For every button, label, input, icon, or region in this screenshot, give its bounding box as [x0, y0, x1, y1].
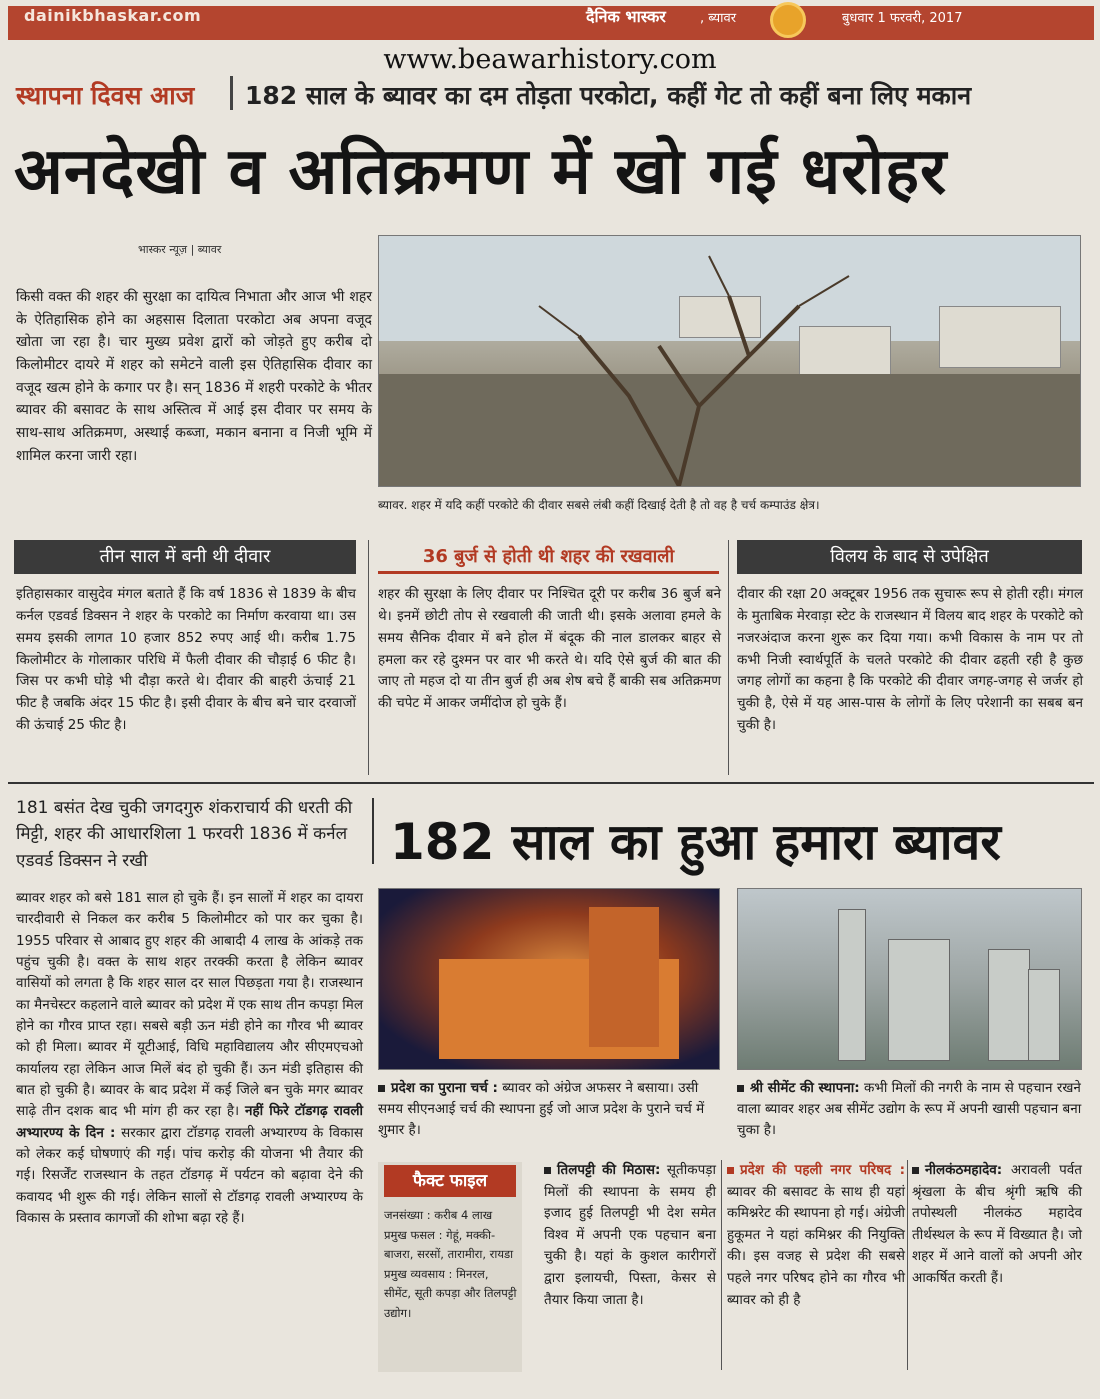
- church-photo: [378, 888, 720, 1070]
- anniversary-story: [16, 888, 363, 1229]
- fact-file-body: [384, 1206, 518, 1323]
- bullet-icon: [912, 1167, 919, 1174]
- fact-label: नीलकंठमहादेव:: [925, 1162, 1003, 1178]
- fact-neelkanth: [912, 1160, 1082, 1290]
- church-caption-text: ब्यावर को अंग्रेज अफसर ने बसाया। उसी समय सीएनआई चर्च की स्थापना हुई जो आज प्रदेश के पुराने चर्च में शुमार है।: [378, 1080, 705, 1138]
- story-sub-label: नहीं फिरे टॉडगढ़ रावली अभ्यारण्य के दिन :: [16, 1103, 363, 1141]
- church-caption: [378, 1078, 721, 1141]
- kicker-label: स्थापना दिवस आज: [16, 81, 195, 110]
- fact-file-line: प्रमुख फसल : गेहूं, मक्की-बाजरा, सरसों, तारामीरा, रायडा: [384, 1227, 514, 1262]
- kicker-separator: [230, 76, 233, 110]
- fact-label: प्रदेश की पहली नगर परिषद :: [740, 1162, 905, 1178]
- fact-file-title: फैक्ट फाइल: [384, 1165, 516, 1197]
- section-heading-wall: तीन साल में बनी थी दीवार: [14, 540, 356, 574]
- section-heading-bastions: 36 बुर्ज से होती थी शहर की रखवाली: [378, 540, 719, 574]
- fact-file-line: जनसंख्या : करीब 4 लाख: [384, 1208, 493, 1222]
- fact-text: ब्यावर की बसावट के साथ ही यहां कमिश्नरेट की स्थापना हो गई। अंग्रेजी हुकूमत ने यहां कमिश्नर की नियुक्ति की। इस वजह से प्रदेश की सबसे पहले नगर परिषद होने का गौरव भी ब्यावर को ही है: [727, 1183, 905, 1308]
- fact-first-council: [727, 1160, 905, 1311]
- cement-plant-photo: [737, 888, 1082, 1070]
- masthead-city: , ब्यावर: [700, 11, 737, 26]
- column-divider: [907, 1160, 908, 1370]
- bullet-icon: [737, 1085, 744, 1092]
- sun-logo-icon: [770, 2, 806, 38]
- masthead-date: बुधवार 1 फरवरी, 2017: [842, 11, 963, 26]
- bullet-icon: [378, 1085, 385, 1092]
- column-divider: [721, 1160, 722, 1370]
- fact-text: सूतीकपड़ा मिलों की स्थापना के समय ही इजाद हुई तिलपट्टी भी देश समेत विश्व में अपनी एक पहचान बना चुकी है। यहां के कुशल कारीगरों द्वारा इलायची, पिस्ता, केसर से तैयार किया जाता है।: [544, 1162, 716, 1308]
- bullet-icon: [727, 1167, 734, 1174]
- kicker-text: 182 साल के ब्यावर का दम तोड़ता परकोटा, कहीं गेट तो कहीं बना लिए मकान: [245, 81, 972, 110]
- city-wall-photo: [378, 235, 1081, 487]
- byline: भास्कर न्यूज़ | ब्यावर: [138, 243, 222, 256]
- deck-divider: [372, 798, 374, 864]
- masthead-site: dainikbhaskar.com: [24, 6, 202, 25]
- intro-paragraph: किसी वक्त की शहर की सुरक्षा का दायित्व निभाता और आज भी शहर के ऐतिहासिक होने का अहसास दिलाता परकोटा अब अपना वजूद खोता जा रहा है। चार मुख्य प्रवेश द्वारों को जोड़ते हुए करीब दो किलोमीटर दायरे में शहर को समेटने वाली इस ऐतिहासिक दीवार का वजूद खत्म होने के कगार पर है। सन् 1836 में शहरी परकोटे के भीतर ब्यावर की बसावट के साथ अस्तित्व में आई इस दीवार पर समय के साथ-साथ अतिक्रमण, अस्थाई कब्जा, मकान बनाना व निजी भूमि में शामिल करना जारी रहा।: [16, 289, 372, 464]
- cement-caption: [737, 1078, 1083, 1141]
- column-divider: [368, 540, 369, 775]
- main-headline: अनदेखी व अतिक्रमण में खो गई धरोहर: [14, 135, 948, 209]
- sub-deck: 181 बसंत देख चुकी जगदगुरु शंकराचार्य की धरती की मिट्टी, शहर की आधारशिला 1 फरवरी 1836 में कर्नल एडवर्ड डिक्सन ने रखी: [16, 798, 353, 871]
- cement-caption-label: श्री सीमेंट की स्थापना:: [750, 1080, 860, 1096]
- wall-photo-caption: ब्यावर. शहर में यदि कहीं परकोटे की दीवार सबसे लंबी कहीं दिखाई देती है तो वह है चर्च कम्पाउंड क्षेत्र।: [378, 498, 820, 512]
- section-heading-merger: विलय के बाद से उपेक्षित: [737, 540, 1082, 574]
- fact-til-patti: [544, 1160, 716, 1311]
- bullet-icon: [544, 1167, 551, 1174]
- fact-file-line: प्रमुख व्यवसाय : मिनरल, सीमेंट, सूती कपड़ा और तिलपट्टी उद्योग।: [384, 1266, 517, 1320]
- section-body-merger: दीवार की रक्षा 20 अक्टूबर 1956 तक सुचारू रूप से होती रही। मंगल के मुताबिक मेरवाड़ा स्टेट के राजस्थान में विलय बाद शहर के परकोटे को नजरअंदाज करना शुरू कर दिया गया। कभी विकास के नाम पर तो कभी निजी स्वार्थपूर्ति के चलते परकोटे की दीवार ढहती रही है कुछ जगह लोगों का कहना है कि परकोटे की दीवार जगह-जगह से जर्जर हो चुकी है, ऐसे में यह आस-पास के लोगों के लिए परेशानी का सबब बन चुकी है।: [737, 586, 1083, 734]
- masthead-paper-name: दैनिक भास्कर: [586, 7, 666, 26]
- fact-text: अरावली पर्वत श्रृंखला के बीच श्रृंगी ऋषि की तपोस्थली नीलकंठ महादेव तीर्थस्थल के रूप में विख्यात है। जो शहर में आने वालों को अपनी ओर आकर्षित करती हैं।: [912, 1162, 1082, 1286]
- section-rule: [8, 782, 1094, 784]
- anniversary-headline: 182 साल का हुआ हमारा ब्यावर: [390, 813, 1001, 871]
- story-body: ब्यावर शहर को बसे 181 साल हो चुके हैं। इन सालों में शहर का दायरा चारदीवारी से निकल कर करीब 5 किलोमीटर को पार कर चुका है। 1955 परिवार से आबाद हुए शहर की आबादी 4 लाख के आंकड़े तक पहुंच चुकी है। वक्त के साथ शहर तरक्की करता है लेकिन ब्यावर वासियों को लगता है कि शहर साल दर साल पिछड़ता गया है। राजस्थान का मैनचेस्टर कहलाने वाले ब्यावर को प्रदेश में एक साथ तीन कपड़ा मिल होने का गौरव प्राप्त रहा। सबसे बड़ी ऊन मंडी होने का गौरव भी ब्यावर को ही मिला। ब्यावर में यूटीआई, विधि महाविद्यालय और सीएमएचओ कार्यालय रहा लेकिन आज मिलें बंद हो चुकी हैं। ऊन मंडी इतिहास की बात हो चुकी है। ब्यावर के बाद प्रदेश में कई जिले बन चुके मगर ब्यावर साढ़े तीन दशक बाद भी मांग ही कर रहा है।: [16, 890, 363, 1120]
- church-caption-label: प्रदेश का पुराना चर्च :: [391, 1080, 498, 1096]
- story-sub-body: सरकार द्वारा टॉडगढ़ रावली अभ्यारण्य के विकास को लेकर कई घोषणाएं की गई। पांच करोड़ की योजना भी तैयार की गई। रिसर्जेंट राजस्थान के तहत टॉडगढ़ में पर्यटन को बढ़ावा देने की कवायद भी शुरू की गई। लेकिन सालों से टॉडगढ़ रावली अभ्यारण्य के विकास के प्रस्ताव कागजों की शोभा बढ़ा रहे हैं।: [16, 1124, 364, 1226]
- column-divider: [728, 540, 729, 775]
- watermark-url: www.beawarhistory.com: [383, 44, 717, 75]
- fact-label: तिलपट्टी की मिठास:: [557, 1162, 661, 1178]
- section-body-bastions: शहर की सुरक्षा के लिए दीवार पर निश्चित दूरी पर करीब 36 बुर्ज बने थे। इनमें छोटी तोप से रखवाली की जाती थी। इसके अलावा हमले के समय सैनिक दीवार में बने होल में बंदूक की नाल डालकर बाहर से हमला कर रहे दुश्मन पर वार भी करते थे। यदि ऐसे बुर्ज की बात की जाए तो महज दो या तीन बुर्ज ही अब शेष बचे हैं बाकी सब अतिक्रमण की चपेट में आकर जमींदोज हो चुके हैं।: [378, 586, 721, 712]
- section-body-wall: इतिहासकार वासुदेव मंगल बताते हैं कि वर्ष 1836 से 1839 के बीच कर्नल एडवर्ड डिक्सन ने शहर के परकोटे का निर्माण करवाया था। उस समय इसकी लागत 10 हजार 852 रुपए आई थी। करीब 1.75 किलोमीटर के गोलाकार परिधि में फैली दीवार की चौड़ाई 6 फीट है। जिस पर कभी घोड़े भी दौड़ा करते थे। दीवार की बाहरी ऊंचाई 21 फीट है जबकि अंदर 15 फीट है। इसी दीवार के बीच बने चार दरवाजों की ऊंचाई 25 फीट है।: [16, 586, 356, 734]
- cement-caption-text: कभी मिलों की नगरी के नाम से पहचान रखने वाला ब्यावर शहर अब सीमेंट उद्योग के रूप में अपनी खासी पहचान बना चुका है।: [737, 1080, 1082, 1138]
